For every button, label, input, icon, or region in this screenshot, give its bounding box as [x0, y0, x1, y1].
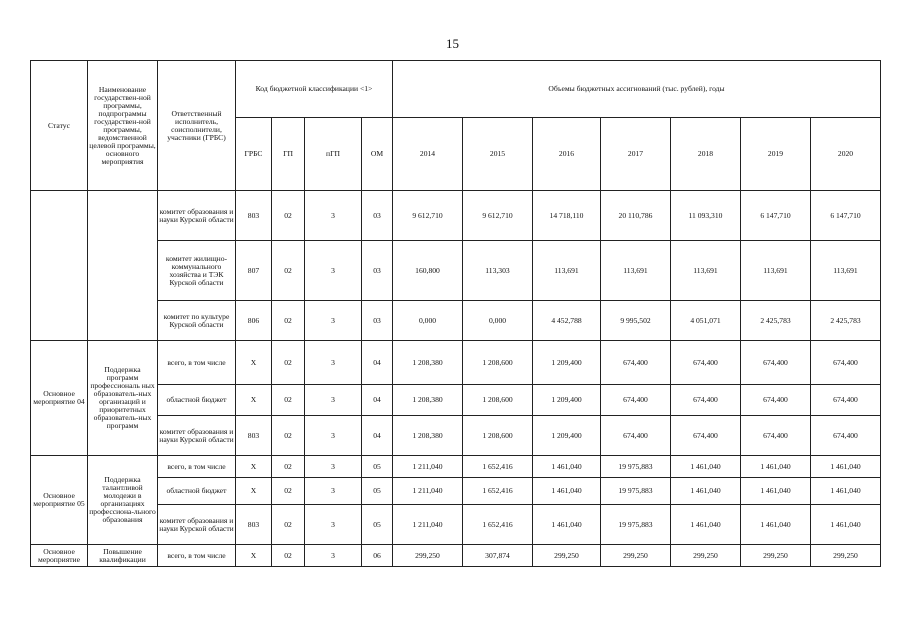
header-status: Статус: [31, 61, 88, 191]
value-cell: 113,691: [811, 241, 881, 301]
grbs-cell: 803: [236, 416, 272, 456]
value-cell: 674,400: [671, 385, 741, 416]
value-cell: 160,800: [393, 241, 463, 301]
value-cell: 674,400: [811, 416, 881, 456]
om-cell: 03: [362, 301, 393, 341]
value-cell: 4 452,788: [533, 301, 601, 341]
responsible-cell: комитет по культуре Курской области: [158, 301, 236, 341]
value-cell: 1 461,040: [671, 456, 741, 478]
value-cell: 299,250: [811, 545, 881, 567]
value-cell: 19 975,883: [601, 505, 671, 545]
table-row: [31, 191, 881, 241]
value-cell: 299,250: [671, 545, 741, 567]
value-cell: 113,691: [533, 241, 601, 301]
value-cell: 1 461,040: [811, 478, 881, 505]
grbs-cell: Х: [236, 456, 272, 478]
pgp-cell: 3: [305, 301, 362, 341]
name-cell: Поддержка программ профессиональ ных образователь-ных организаций и приоритетных образователь-ных программ: [88, 341, 158, 456]
value-cell: 1 208,600: [463, 416, 533, 456]
gp-cell: 02: [272, 241, 305, 301]
table-row: [31, 505, 881, 545]
pgp-cell: 3: [305, 385, 362, 416]
value-cell: 1 208,380: [393, 416, 463, 456]
value-cell: 674,400: [601, 341, 671, 385]
value-cell: 299,250: [393, 545, 463, 567]
value-cell: 674,400: [671, 416, 741, 456]
value-cell: 2 425,783: [741, 301, 811, 341]
responsible-cell: всего, в том числе: [158, 341, 236, 385]
name-cell: [88, 191, 158, 341]
value-cell: 299,250: [741, 545, 811, 567]
table-header: [31, 61, 881, 191]
gp-cell: 02: [272, 385, 305, 416]
value-cell: 1 209,400: [533, 341, 601, 385]
responsible-cell: комитет образования и науки Курской области: [158, 191, 236, 241]
value-cell: 11 093,310: [671, 191, 741, 241]
responsible-cell: комитет жилищно-коммунального хозяйства и ТЭК Курской области: [158, 241, 236, 301]
gp-cell: 02: [272, 301, 305, 341]
value-cell: 1 652,416: [463, 478, 533, 505]
grbs-cell: Х: [236, 341, 272, 385]
budget-table: [30, 60, 881, 567]
table-row: [31, 241, 881, 301]
grbs-cell: 806: [236, 301, 272, 341]
value-cell: 1 461,040: [741, 505, 811, 545]
value-cell: 14 718,110: [533, 191, 601, 241]
value-cell: 299,250: [601, 545, 671, 567]
grbs-cell: Х: [236, 545, 272, 567]
value-cell: 0,000: [463, 301, 533, 341]
value-cell: 19 975,883: [601, 456, 671, 478]
header-responsible: Ответственный исполнитель, соисполнители, участники (ГРБС): [158, 61, 236, 191]
value-cell: 1 461,040: [811, 456, 881, 478]
value-cell: 9 612,710: [463, 191, 533, 241]
om-cell: 05: [362, 478, 393, 505]
value-cell: 0,000: [393, 301, 463, 341]
value-cell: 1 208,380: [393, 385, 463, 416]
table-row: [31, 301, 881, 341]
gp-cell: 02: [272, 416, 305, 456]
value-cell: 1 461,040: [671, 505, 741, 545]
header-volumes: Объемы бюджетных ассигнований (тыс. рублей), годы: [393, 61, 881, 118]
value-cell: 1 211,040: [393, 505, 463, 545]
value-cell: 1 209,400: [533, 416, 601, 456]
value-cell: 9 995,502: [601, 301, 671, 341]
value-cell: 6 147,710: [741, 191, 811, 241]
value-cell: 1 211,040: [393, 478, 463, 505]
gp-cell: 02: [272, 545, 305, 567]
value-cell: 9 612,710: [393, 191, 463, 241]
header-name: Наименование государствен-ной программы, подпрограммы государствен-ной программы, ведомственной целевой программы, основного мероприятия: [88, 61, 158, 191]
value-cell: 1 461,040: [811, 505, 881, 545]
header-year: 2018: [671, 118, 741, 191]
header-year: 2019: [741, 118, 811, 191]
table-row: [31, 456, 881, 478]
om-cell: 03: [362, 191, 393, 241]
value-cell: 6 147,710: [811, 191, 881, 241]
om-cell: 05: [362, 456, 393, 478]
om-cell: 05: [362, 505, 393, 545]
responsible-cell: комитет образования и науки Курской области: [158, 505, 236, 545]
gp-cell: 02: [272, 191, 305, 241]
header-pgp: пГП: [305, 118, 362, 191]
value-cell: 113,691: [601, 241, 671, 301]
header-year: 2020: [811, 118, 881, 191]
pgp-cell: 3: [305, 191, 362, 241]
value-cell: 674,400: [741, 416, 811, 456]
grbs-cell: 803: [236, 191, 272, 241]
page-number: 15: [446, 36, 459, 51]
value-cell: 113,691: [671, 241, 741, 301]
header-year: 2014: [393, 118, 463, 191]
table-body: [31, 191, 881, 567]
pgp-cell: 3: [305, 456, 362, 478]
value-cell: 1 461,040: [741, 478, 811, 505]
responsible-cell: областной бюджет: [158, 385, 236, 416]
om-cell: 04: [362, 341, 393, 385]
responsible-cell: областной бюджет: [158, 478, 236, 505]
value-cell: 20 110,786: [601, 191, 671, 241]
table-row: [31, 416, 881, 456]
gp-cell: 02: [272, 478, 305, 505]
om-cell: 06: [362, 545, 393, 567]
value-cell: 674,400: [671, 341, 741, 385]
value-cell: 4 051,071: [671, 301, 741, 341]
table-row: [31, 385, 881, 416]
name-cell: Поддержка талантливой молодежи в организациях профессиона-льного образования: [88, 456, 158, 545]
om-cell: 04: [362, 385, 393, 416]
value-cell: 1 209,400: [533, 385, 601, 416]
value-cell: 1 652,416: [463, 456, 533, 478]
header-kbk: Код бюджетной классификации <1>: [236, 61, 393, 118]
header-om: ОМ: [362, 118, 393, 191]
value-cell: 1 208,380: [393, 341, 463, 385]
header-year: 2016: [533, 118, 601, 191]
grbs-cell: 803: [236, 505, 272, 545]
value-cell: 1 461,040: [533, 478, 601, 505]
value-cell: 1 208,600: [463, 385, 533, 416]
name-cell: Повышение квалификации: [88, 545, 158, 567]
value-cell: 307,874: [463, 545, 533, 567]
value-cell: 1 461,040: [741, 456, 811, 478]
pgp-cell: 3: [305, 478, 362, 505]
pgp-cell: 3: [305, 505, 362, 545]
responsible-cell: всего, в том числе: [158, 545, 236, 567]
value-cell: 113,303: [463, 241, 533, 301]
pgp-cell: 3: [305, 341, 362, 385]
pgp-cell: 3: [305, 416, 362, 456]
header-grbs: ГРБС: [236, 118, 272, 191]
grbs-cell: Х: [236, 385, 272, 416]
value-cell: 674,400: [741, 385, 811, 416]
value-cell: 674,400: [811, 341, 881, 385]
status-cell: Основное мероприятие 05: [31, 456, 88, 545]
om-cell: 03: [362, 241, 393, 301]
value-cell: 674,400: [741, 341, 811, 385]
value-cell: 1 208,600: [463, 341, 533, 385]
value-cell: 674,400: [601, 416, 671, 456]
status-cell: [31, 191, 88, 341]
value-cell: 113,691: [741, 241, 811, 301]
table-row: [31, 341, 881, 385]
pgp-cell: 3: [305, 545, 362, 567]
value-cell: 1 461,040: [533, 505, 601, 545]
table-row: [31, 545, 881, 567]
header-year: 2015: [463, 118, 533, 191]
table-row: [31, 478, 881, 505]
responsible-cell: комитет образования и науки Курской области: [158, 416, 236, 456]
value-cell: 1 211,040: [393, 456, 463, 478]
value-cell: 1 461,040: [671, 478, 741, 505]
value-cell: 1 652,416: [463, 505, 533, 545]
grbs-cell: Х: [236, 478, 272, 505]
value-cell: 674,400: [601, 385, 671, 416]
pgp-cell: 3: [305, 241, 362, 301]
status-cell: Основное мероприятие: [31, 545, 88, 567]
om-cell: 04: [362, 416, 393, 456]
status-cell: Основное мероприятие 04: [31, 341, 88, 456]
header-gp: ГП: [272, 118, 305, 191]
gp-cell: 02: [272, 341, 305, 385]
grbs-cell: 807: [236, 241, 272, 301]
value-cell: 2 425,783: [811, 301, 881, 341]
value-cell: 1 461,040: [533, 456, 601, 478]
gp-cell: 02: [272, 505, 305, 545]
responsible-cell: всего, в том числе: [158, 456, 236, 478]
gp-cell: 02: [272, 456, 305, 478]
value-cell: 19 975,883: [601, 478, 671, 505]
value-cell: 674,400: [811, 385, 881, 416]
value-cell: 299,250: [533, 545, 601, 567]
header-year: 2017: [601, 118, 671, 191]
